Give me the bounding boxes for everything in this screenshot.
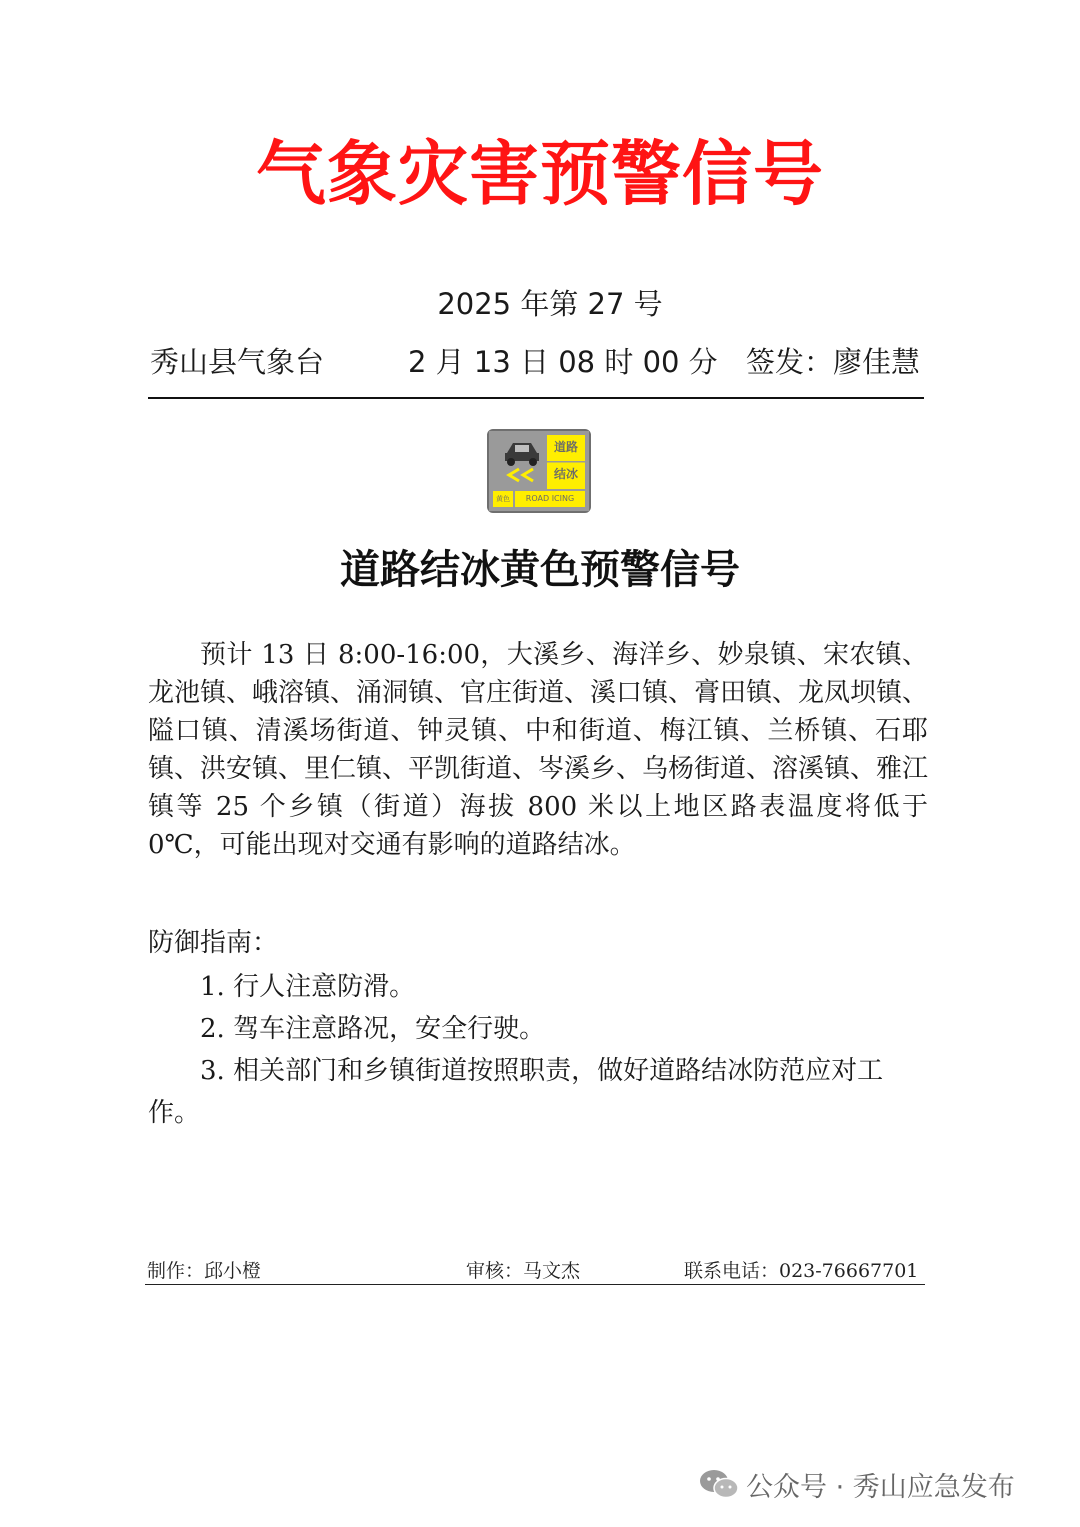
warning-body: 预计 13 日 8:00-16:00，大溪乡、海洋乡、妙泉镇、宋农镇、龙池镇、峨溶镇、涌洞镇、官庄街道、溪口镇、膏田镇、龙凤坝镇、隘口镇、清溪场街道、钟灵镇、中和街道、梅江镇、兰桥镇、石耶镇、洪安镇、里仁镇、平凯街道、岑溪乡、乌杨街道、溶溪镇、雅江镇等 25 个乡镇（街道）海拔 800 米以上地区路表温度将低于 0℃，可能出现对交通有影响的道路结冰。 bbox=[148, 640, 929, 860]
wechat-watermark bbox=[698, 1462, 1015, 1506]
guide-list bbox=[148, 966, 924, 1134]
footer-divider bbox=[145, 1284, 925, 1285]
signal-en-label: ROAD ICING bbox=[525, 494, 575, 503]
guide-item: 2. 驾车注意路况，安全行驶。 bbox=[200, 1014, 546, 1044]
road-icing-warning-icon bbox=[487, 429, 591, 513]
signal-cn-label: 黄色 bbox=[496, 495, 510, 503]
contact-phone: 联系电话：023-76667701 bbox=[684, 1260, 919, 1282]
issue-number: 2025 年第 27 号 bbox=[437, 287, 663, 321]
header-divider bbox=[148, 397, 924, 399]
signer: 签发：廖佳慧 bbox=[746, 345, 921, 379]
producer: 制作：邱小橙 bbox=[147, 1260, 262, 1282]
guide-item: 3. 相关部门和乡镇街道按照职责，做好道路结冰防范应对工作。 bbox=[148, 1056, 884, 1128]
wechat-icon bbox=[698, 1467, 740, 1501]
reviewer: 审核：马文杰 bbox=[466, 1260, 581, 1282]
signal-top-text: 道路 bbox=[553, 440, 578, 454]
signal-mid-text: 结冰 bbox=[553, 467, 578, 481]
issuer: 秀山县气象台 bbox=[150, 345, 325, 379]
guide-item: 1. 行人注意防滑。 bbox=[200, 972, 416, 1002]
issue-datetime: 2 月 13 日 08 时 00 分 bbox=[408, 345, 718, 379]
watermark-text: 公众号 · 秀山应急发布 bbox=[746, 1471, 1015, 1503]
document-title: 气象灾害预警信号 bbox=[256, 133, 824, 215]
warning-title: 道路结冰黄色预警信号 bbox=[340, 547, 740, 593]
guide-title: 防御指南： bbox=[148, 928, 279, 958]
